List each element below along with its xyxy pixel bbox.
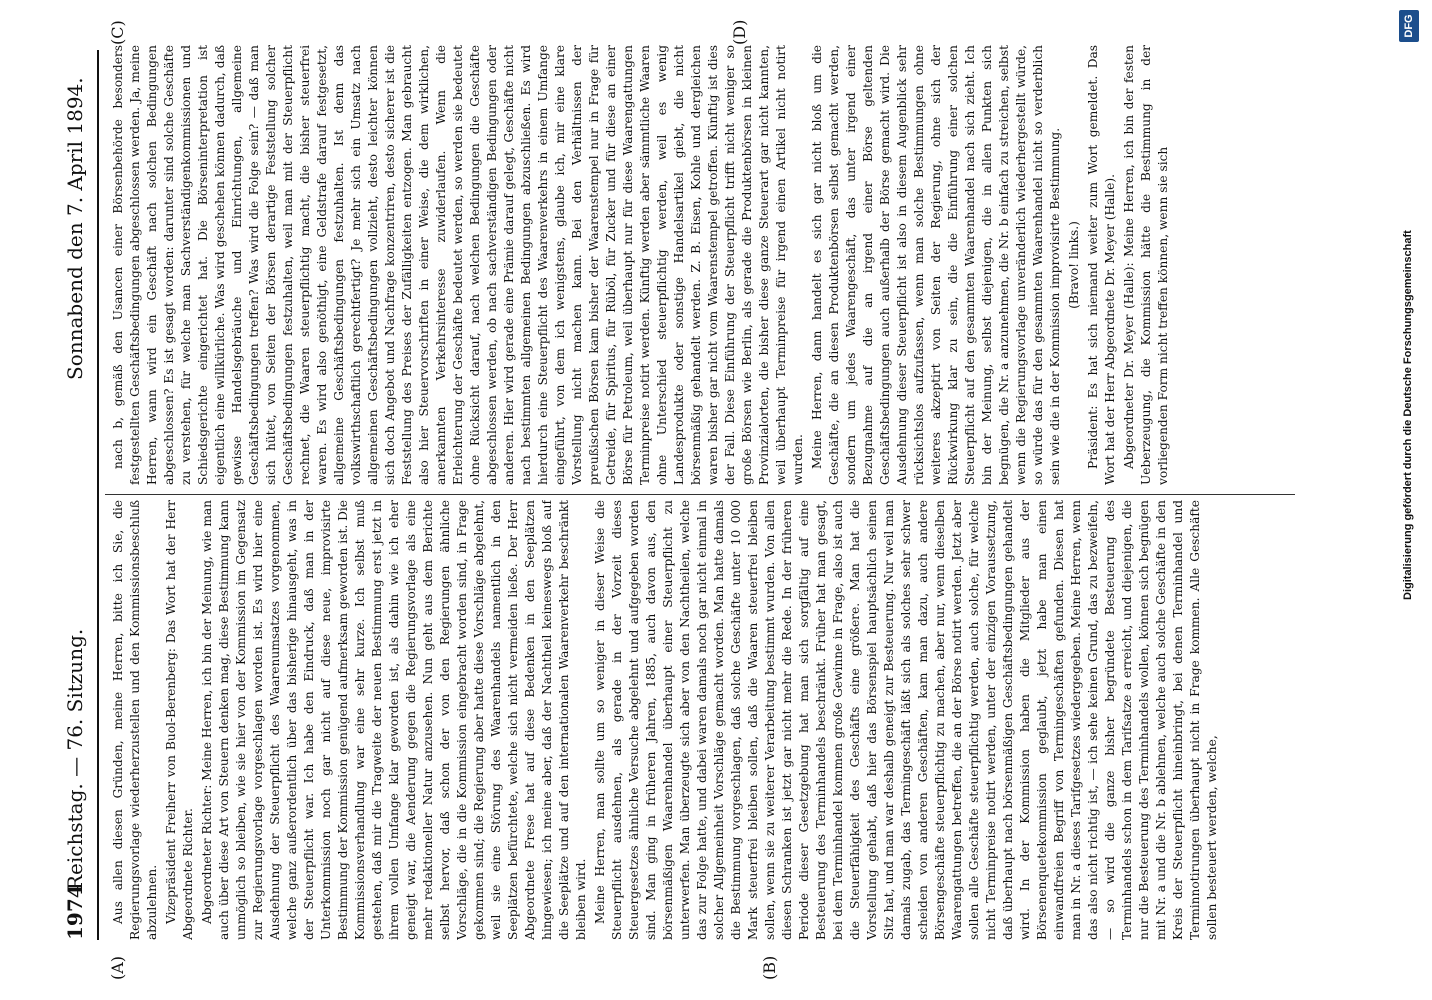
margin-marker-a: (A) <box>108 955 127 980</box>
column-divider <box>105 494 1295 495</box>
page-header <box>55 60 95 940</box>
right-column <box>110 45 1290 485</box>
paragraph: Aus allen diesen Gründen, meine Herren, bitte ich Sie, die Regierungsvorlage wiederherzustellen und den Kommissionsbeschluß abzulehnen. <box>111 500 159 940</box>
date-line: Sonnabend den 7. April 1894. <box>63 77 87 380</box>
dfg-logo-icon: DFG <box>1399 10 1419 42</box>
paragraph: nach b, gemäß den Usancen einer Börsenbehörde besonders festgestellten Geschäftsbedingungen abgeschlossen werden. Ja, meine Herren, wann wird ein Geschäft nach solchen Bedingungen abgeschlossen? Es ist gesagt worden: darunter sind solche Geschäfte zu verstehen, für welche man Sachverständigenkommissionen und Schiedsgerichte eingerichtet hat. Die Börseninterpretation ist eigentlich eine willkürliche. Was wird geschehen können dadurch, daß gewisse Handelsgebräuche und Einrichtungen, allgemeine Geschäftsbedingungen treffen? Was wird die Folge sein? — daß man sich hütet, von Seiten der Börsen derartige Feststellung solcher Geschäftsbedingungen festzuhalten, weil man mit der Steuerpflicht rechnet, die Waaren steuerpflichtig macht, die bisher steuerfrei waren. Es wird also genöthigt, eine Geldstrafe darauf festgesetzt, allgemeine Geschäftsbedingungen festzuhalten. Ist denn das volkswirthschaftlich gerechtfertigt? Je mehr sich ein Umsatz nach allgemeinen Geschäftsbedingungen vollzieht, desto leichter können sich doch Angebot und Nachfrage konzentriren, desto sicherer ist die Feststellung des Preises der Zufälligkeiten entzogen. Man gebraucht also hier Steuervorschriften in einer Weise, die dem wirklichen, anerkannten Verkehrsinteresse zuwiderlaufen. Wenn die Erleichterung der Geschäfte bedeutet werden, so werden sie bedeutet ohne Rücksicht darauf, nach welchen Bedingungen die Geschäfte abgeschlossen werden, ob nach sachverständigen Bedingungen oder anderen. Hier wird gerade eine Prämie darauf gelegt, Geschäfte nicht nach bestimmten allgemeinen Bedingungen abzuschließen. Es wird hierdurch eine Steuerpflicht des Waarenverkehrs in einem Umfange eingeführt, von dem ich wenigstens, glaube ich, mir eine klare Vorstellung nicht machen kann. Bei den Verhältnissen der preußischen Börsen kam bisher der Waarenstempel nur in Frage für Getreide, für Spiritus, für Rüböl, für Zucker und für diese an einer Börse für Petroleum, weil überhaupt nur für diese Waarengattungen Terminpreise notirt werden. Künftig werden aber sämmtliche Waaren ohne Unterschied steuerpflichtig werden, weil es wenig Landesprodukte oder sonstige Handelsartikel giebt, die nicht börsenmäßig gehandelt werden. Z. B. Eisen, Kohle und dergleichen waren bisher gar nicht vom Waarenstempel getroffen. Künftig ist dies der Fall. Diese Einführung der Steuerpflicht trifft nicht weniger so große Börsen wie Berlin, als gerade die Produktenbörsen in kleinen Provinzialorten, die bisher diese ganze Steuerart gar nicht kannten, weil überhaupt Terminpreise für irgend einen Artikel nicht notirt wurden. <box>111 45 805 485</box>
paragraph: Präsident: Es hat sich niemand weiter zum Wort gemeldet. Das Wort hat der Herr Abgeordnete Dr. Meyer (Halle). <box>1086 45 1117 485</box>
paragraph: Abgeordneter Dr. Meyer (Halle): Meine Herren, ich bin der festen Ueberzeugung, die Kommission hätte die Bestimmung in der vorliegenden Form nicht treffen können, wenn sie sich <box>1122 45 1170 485</box>
paragraph: Vizepräsident Freiherr von Buol-Berenberg: Das Wort hat der Herr Abgeordnete Richter. <box>164 500 195 940</box>
paragraph: Abgeordneter Richter: Meine Herren, ich bin der Meinung, wie man auch über diese Art von Steuern denken mag, diese Bestimmung kann unmöglich so bleiben, wie sie hier von der Kommission im Gegensatz zur Regierungsvorlage vorgeschlagen worden ist. Es wird hier eine Ausdehnung der Steuerpflicht des Waarenumsatzes vorgenommen, welche ganz außerordentlich über das bisherige hinausgeht, was in der Steuerpflicht war. Ich habe den Eindruck, daß man in der Unterkommission noch gar nicht auf diese neue, improvisirte Bestimmung der Kommission genügend aufmerksam geworden ist. Die Kommissionsverhandlung war eine sehr kurze. Ich selbst muß gestehen, daß mir die Tragweite der neuen Bestimmung erst jetzt in ihrem vollen Umfange klar geworden ist, als dahin wie ich eher geneigt war, die Aenderung gegen die Regierungsvorlage als eine mehr redaktioneller Natur anzusehen. Nun geht aus dem Berichte selbst hervor, daß schon der von den Regierungen ähnliche Vorschläge, die in die Kommission eingebracht worden sind, in Frage gekommen sind; die Regierung aber hatte diese Vorschläge abgelehnt, weil sie eine Störung des Waarenhandels namentlich in den Seeplätzen befürchtete, welche sich nicht vermeiden ließe. Der Herr Abgeordnete Frese hat auf diese Bedenken in den Seeplätzen hingewiesen; ich meine aber, daß der Nachtheil keineswegs bloß auf die Seeplätze und auf den internationalen Waarenverkehr beschränkt bleiben wird. <box>200 500 588 940</box>
paragraph: Meine Herren, man sollte um so weniger in dieser Weise die Steuerpflicht ausdehnen, als gerade in der Vorzeit dieses Steuergesetzes ähnliche Versuche abgelehnt und aufgegeben worden sind. Man ging in früheren Jahren, 1885, auch davon aus, den börsenmäßigen Waarenhandel überhaupt einer Steuerpflicht zu unterwerfen. Man überzeugte sich aber von den Nachtheilen, welche das zur Folge hatte, und dabei waren damals noch gar nicht einmal in solcher Allgemeinheit Vorschläge gemacht worden. Man hatte damals die Bestimmung vorgeschlagen, daß solche Geschäfte unter 10 000 Mark steuerfrei bleiben sollen, daß die Waaren steuerfrei bleiben sollen, wenn sie zu weiterer Verarbeitung bestimmt wurden. Von allen diesen Schranken ist jetzt gar nicht mehr die Rede. In der früheren Periode dieser Gesetzgebung hat man sich sorgfältig auf eine Besteuerung des Terminhandels beschränkt. Früher hat man gesagt, bei dem Terminhandel kommen große Gewinne in Frage, also ist auch die Steuerfähigkeit des Geschäfts eine größere. Man hat die Vorstellung gehabt, daß hier das Börsenspiel hauptsächlich seinen Sitz hat, und man war deshalb geneigt zur Besteuerung. Nur weil man damals zugab, das Termingeschäft läßt sich als solches sehr schwer scheiden von anderen Geschäften, kam man dazu, auch andere Börsengeschäfte steuerpflichtig zu machen, aber nur, wenn dieselben Waarengattungen betreffen, die an der Börse notirt werden. Jetzt aber sollen alle Geschäfte steuerpflichtig werden, auch solche, für welche nicht Terminpreise notirt werden, unter der einzigen Voraussetzung, daß überhaupt nach börsenmäßigen Geschäftsbedingungen gehandelt wird. In der Kommission haben die Mitglieder aus der Börsenenquetekommission geglaubt, jetzt habe man einen einwandfreien Begriff von Termingeschäften gefunden. Diesen hat man in Nr. a dieses Tarifgesetzes wiedergegeben. Meine Herren, wenn das also nicht richtig ist, — ich sehe keinen Grund, das zu bezweifeln, — so wird die ganze bisher begründete Besteuerung des Terminhandels schon in dem Tarifsatze a erreicht, und diejenigen, die nur die Besteuerung des Terminhandels wollen, können sich begnügen mit Nr. a und die Nr. b ablehnen, welche auch solche Geschäfte in den Kreis der Steuerpflicht hineinbringt, bei denen Terminhandel und Terminnotirungen überhaupt nicht in Frage kommen. Alle Geschäfte sollen besteuert werden, welche, <box>593 500 1219 940</box>
header-rule <box>97 50 99 940</box>
funding-notice: Digitalisierung gefördert durch die Deutsche Forschungsgemeinschaft <box>1402 230 1414 600</box>
session-title: Reichstag. — 76. Sitzung. <box>63 628 87 890</box>
applause-note: (Bravo! links.) <box>1067 221 1081 309</box>
margin-marker-b: (B) <box>760 955 779 980</box>
margin-marker-c: (C) <box>108 20 127 45</box>
margin-marker-d: (D) <box>730 19 749 45</box>
paragraph: Meine Herren, dann handelt es sich gar nicht bloß um die Geschäfte, die an diesen Produktenbörsen selbst gemacht werden, sondern um jedes Waarengeschäft, das unter irgend einer Bezugnahme auf die an irgend einer Börse geltenden Geschäftsbedingungen auch außerhalb der Börse gemacht wird. Die Ausdehnung dieser Steuerpflicht ist also in diesem Augenblick sehr rücksichtslos aufzufassen, wenn man solche Bestimmungen ohne weiteres akzeptirt von Seiten der Regierung, ohne sich der Rückwirkung klar zu sein, die die Einführung einer solchen Steuerpflicht auf den gesammten Waarenhandel nach sich zieht. Ich bin der Meinung, selbst diejenigen, die in allen Punkten sich begnügen, die Nr. a anzunehmen, die Nr. b einfach zu streichen, selbst wenn die Regierungsvorlage unveränderlich wiederhergestellt würde, so würde das für den gesammten Waarenhandel nicht so verderblich sein wie die in der Kommission improvisirte Bestimmung. <box>810 45 1062 485</box>
digitization-footer <box>1398 10 1422 600</box>
page-number: 1974 <box>63 884 87 940</box>
left-column <box>110 500 1290 940</box>
